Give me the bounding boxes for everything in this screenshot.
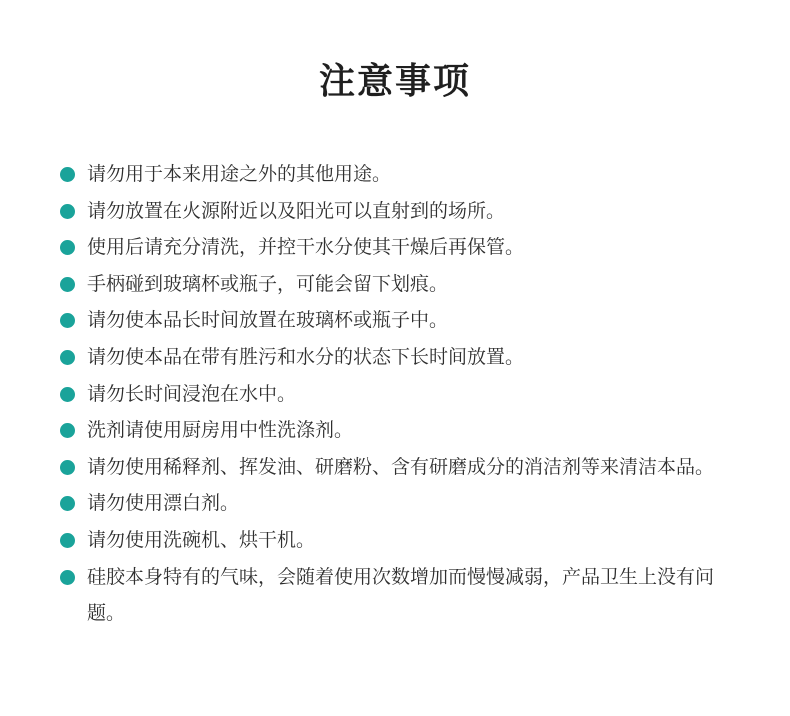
list-item [60, 376, 740, 413]
list-item [60, 339, 740, 376]
list-item [60, 559, 740, 632]
bullet-dot-icon [60, 313, 75, 328]
bullet-dot-icon [60, 496, 75, 511]
page-title: 注意事项 [318, 61, 471, 102]
list-item-text: 请勿长时间浸泡在水中。 [87, 382, 297, 405]
bullet-dot-icon [60, 387, 75, 402]
list-item [60, 302, 740, 339]
list-item-text: 请勿使本品长时间放置在玻璃杯或瓶子中。 [87, 309, 449, 332]
bullet-dot-icon [60, 240, 75, 255]
bullet-dot-icon [60, 277, 75, 292]
notice-list [60, 156, 740, 632]
list-item-text: 洗剂请使用厨房用中性洗涤剂。 [87, 419, 354, 442]
list-item [60, 266, 740, 303]
bullet-dot-icon [60, 350, 75, 365]
bullet-dot-icon [60, 423, 75, 438]
list-item-text: 请勿用于本来用途之外的其他用途。 [87, 163, 392, 185]
list-item-text: 请勿使用漂白剂。 [87, 492, 240, 515]
bullet-dot-icon [60, 570, 75, 585]
bullet-dot-icon [60, 167, 75, 182]
bullet-dot-icon [60, 533, 75, 548]
list-item [60, 193, 740, 230]
bullet-dot-icon [60, 204, 75, 219]
list-item [60, 412, 740, 449]
list-item-text: 手柄碰到玻璃杯或瓶子，可能会留下划痕。 [87, 272, 449, 295]
list-item-text: 使用后请充分清洗，并控干水分使其干燥后再保管。 [87, 236, 525, 259]
list-item [60, 485, 740, 522]
list-item-text: 请勿使本品在带有胜污和水分的状态下长时间放置。 [87, 345, 525, 368]
list-item [60, 229, 740, 266]
bullet-dot-icon [60, 460, 75, 475]
list-item [60, 156, 740, 193]
list-item [60, 449, 740, 486]
list-item [60, 522, 740, 559]
list-item-text: 请勿放置在火源附近以及阳光可以直射到的场所。 [87, 199, 506, 222]
list-item-text: 请勿使用洗碗机、烘干机。 [87, 528, 316, 551]
list-item-text: 硅胶本身特有的气味，会随着使用次数增加而慢慢减弱，产品卫生上没有问题。 [87, 565, 715, 625]
list-item-text: 请勿使用稀释剂、挥发油、研磨粉、含有研磨成分的消洁剂等来清洁本品。 [87, 455, 715, 478]
